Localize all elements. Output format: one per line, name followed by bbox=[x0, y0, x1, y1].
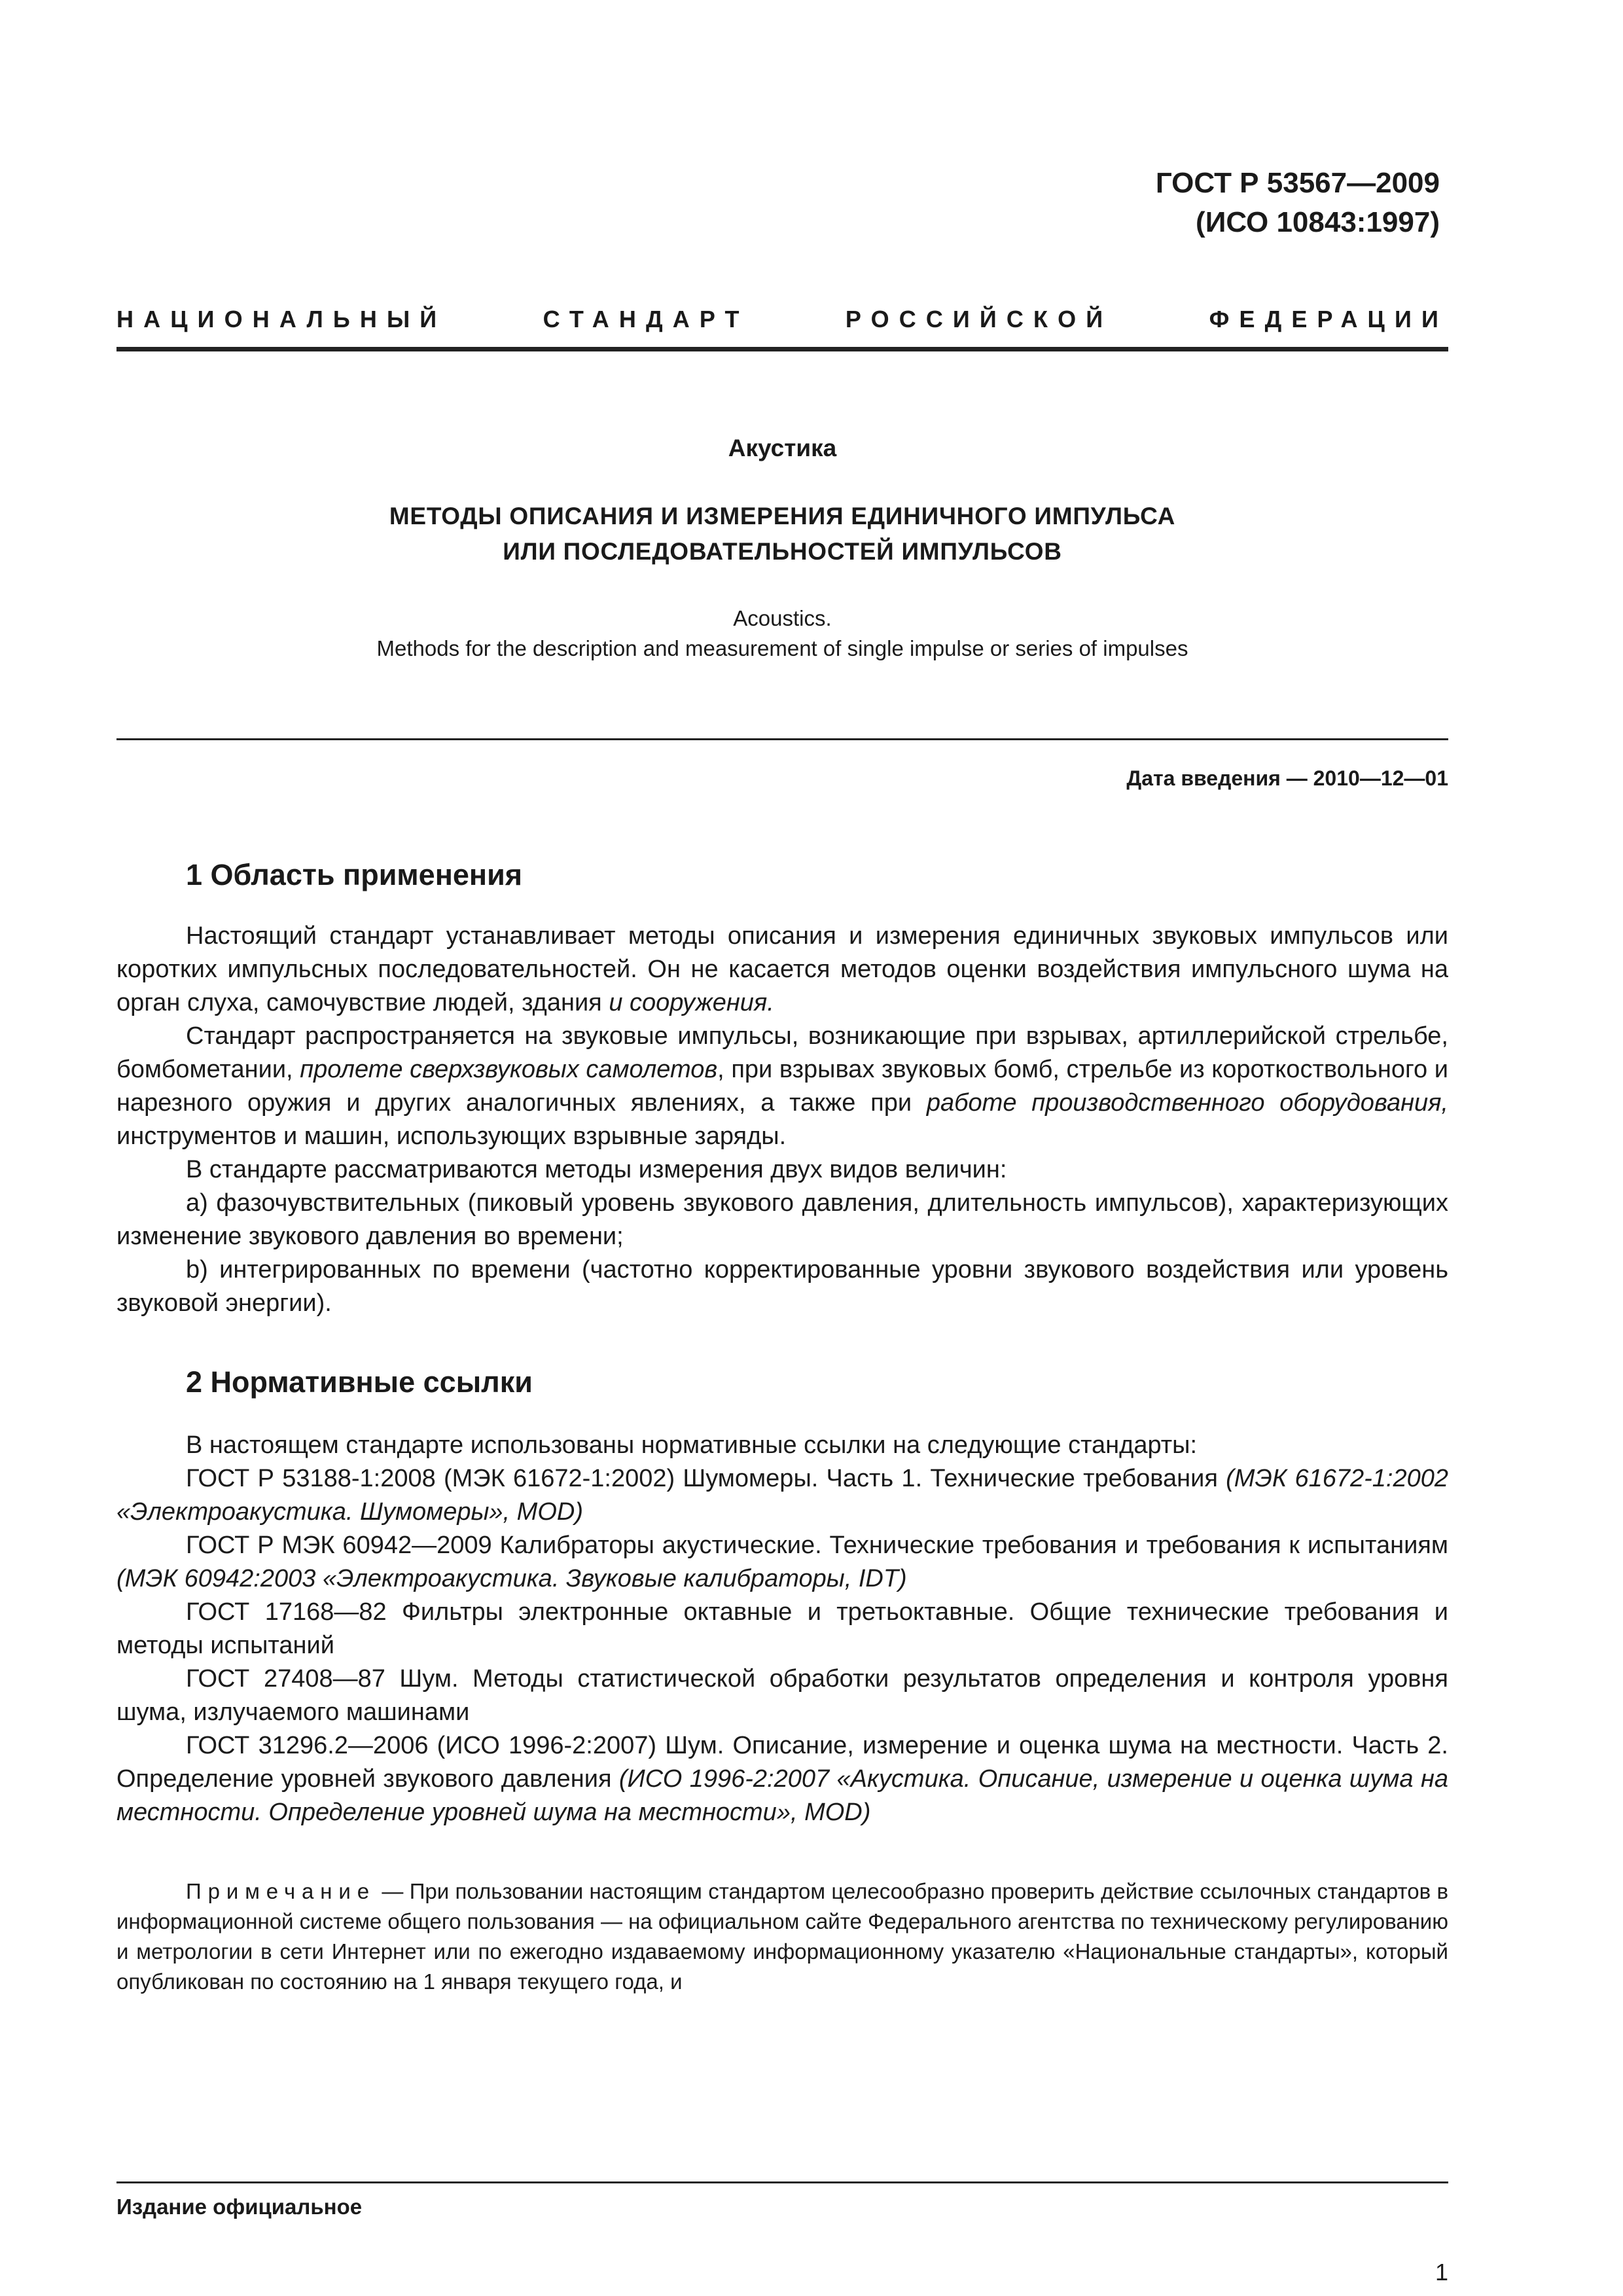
reference-item: ГОСТ 17168—82 Фильтры электронные октавные и третьоктавные. Общие технические требования и методы испытаний bbox=[116, 1598, 1448, 1659]
note-label: Примечание bbox=[186, 1879, 376, 1903]
reference-item: ГОСТ 31296.2—2006 (ИСО 1996-2:2007) Шум. Описание, измерение и оценка шума на местности. Часть 2. Определение уровней звукового давления (ИСО 1996-2:2007 «Акустика. Описание, измерение и оценка шума на местности. Определение уровней шума на местности», MOD) bbox=[116, 1732, 1448, 1826]
paragraph: В настоящем стандарте использованы нормативные ссылки на следующие стандарты: bbox=[186, 1431, 1198, 1459]
section-2-heading: 2 Нормативные ссылки bbox=[186, 1365, 533, 1399]
national-title-word: ФЕДЕРАЦИИ bbox=[1209, 306, 1448, 332]
english-title bbox=[116, 603, 1448, 664]
section-1-heading: 1 Область применения bbox=[186, 858, 523, 891]
footer-divider bbox=[116, 2181, 1448, 2183]
title-divider bbox=[116, 738, 1448, 740]
paragraph: Стандарт распространяется на звуковые импульсы, возникающие при взрывах, артиллерийской стрельбе, бомбометании, пролете сверхзвуковых самолетов, при взрывах звуковых бомб, стрельбе из короткоствольного и нарезного оружия и других аналогичных явлениях, а также при работе производственного оборудования, инструментов и машин, использующих взрывные заряды. bbox=[116, 1022, 1448, 1150]
national-title-word: РОССИЙСКОЙ bbox=[845, 306, 1113, 332]
note bbox=[116, 1876, 1448, 1997]
national-title-word: НАЦИОНАЛЬНЫЙ bbox=[116, 306, 447, 332]
page-number: 1 bbox=[1435, 2259, 1448, 2286]
title-line: ИЛИ ПОСЛЕДОВАТЕЛЬНОСТЕЙ ИМПУЛЬСОВ bbox=[503, 538, 1062, 565]
national-title-word: СТАНДАРТ bbox=[543, 306, 749, 332]
header-divider bbox=[116, 347, 1448, 351]
introduction-date: Дата введения — 2010—12—01 bbox=[1126, 766, 1448, 790]
reference-item: ГОСТ 27408—87 Шум. Методы статистической обработки результатов определения и контроля уровня шума, излучаемого машинами bbox=[116, 1665, 1448, 1726]
document-code-block bbox=[1156, 164, 1440, 242]
list-item: b) интегрированных по времени (частотно корректированные уровни звукового воздействия или уровень звуковой энергии). bbox=[116, 1256, 1448, 1317]
list-item: a) фазочувствительных (пиковый уровень звукового давления, длительность импульсов), характеризующих изменение звукового давления во времени; bbox=[116, 1189, 1448, 1250]
reference-item: ГОСТ Р МЭК 60942—2009 Калибраторы акустические. Технические требования и требования к испытаниям (МЭК 60942:2003 «Электроакустика. Звуковые калибраторы, IDT) bbox=[116, 1532, 1448, 1592]
title-line: МЕТОДЫ ОПИСАНИЯ И ИЗМЕРЕНИЯ ЕДИНИЧНОГО ИМПУЛЬСА bbox=[389, 503, 1176, 529]
reference-item: ГОСТ Р 53188-1:2008 (МЭК 61672-1:2002) Шумомеры. Часть 1. Технические требования (МЭК 61672-1:2002 «Электроакустика. Шумомеры», MOD) bbox=[116, 1465, 1448, 1526]
note-text: — При пользовании настоящим стандартом целесообразно проверить действие ссылочных стандартов в информационной системе общего пользования — на официальном сайте Федерального агентства по техническому регулированию и метрологии в сети Интернет или по ежегодно издаваемому информационному указателю «Национальные стандарты», который опубликован по состоянию на 1 января текущего года, и bbox=[116, 1879, 1448, 1994]
paragraph: Настоящий стандарт устанавливает методы описания и измерения единичных звуковых импульсов или коротких импульсных последовательностей. Он не касается методов оценки воздействия импульсного шума на орган слуха, самочувствие людей, здания и сооружения. bbox=[116, 922, 1448, 1016]
edition-label: Издание официальное bbox=[116, 2195, 363, 2219]
section-2-body bbox=[116, 1429, 1448, 1829]
section-1-body bbox=[116, 920, 1448, 1320]
paragraph: В стандарте рассматриваются методы измерения двух видов величин: bbox=[186, 1156, 1007, 1183]
document-title bbox=[116, 499, 1448, 569]
iso-number: (ИСО 10843:1997) bbox=[1196, 206, 1440, 238]
doc-number: ГОСТ Р 53567—2009 bbox=[1155, 167, 1440, 199]
topic: Акустика bbox=[728, 435, 837, 461]
national-standard-title bbox=[116, 302, 1448, 336]
english-title-line: Acoustics. bbox=[733, 606, 832, 630]
english-title-line: Methods for the description and measurement of single impulse or series of impulses bbox=[376, 636, 1188, 660]
